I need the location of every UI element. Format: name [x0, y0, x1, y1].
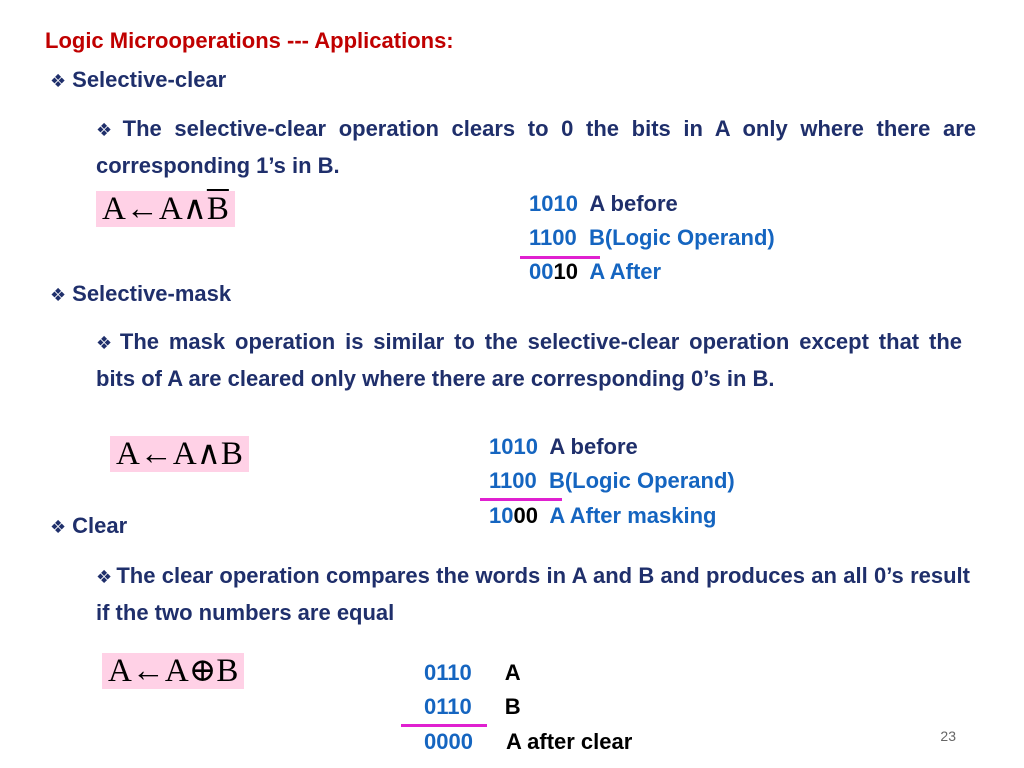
table-row: 1010 A before	[529, 191, 678, 216]
slide-title: Logic Microoperations --- Applications:	[45, 28, 454, 53]
table-row: 0010 A After	[529, 259, 662, 284]
table-row: 0000 A after clear	[424, 729, 633, 754]
diamond-bullet-icon: ❖	[96, 333, 116, 353]
complement-b: $\overline{B}$	[206, 191, 229, 227]
heading-clear: ❖ Clear	[50, 513, 128, 538]
table-row: 1000 A After masking	[489, 503, 717, 528]
description-selective-clear: ❖ The selective-clear operation clears to 0 the bits in A only where there are corresponding 1’s in B.	[96, 116, 976, 178]
formula-clear: A←A⊕B	[102, 653, 244, 689]
table-row: 1100 B(Logic Operand)	[529, 225, 775, 250]
table-row: 0110 B	[424, 694, 521, 719]
diamond-bullet-icon: ❖	[50, 517, 67, 537]
table-row: 1100 B(Logic Operand)	[489, 468, 735, 493]
diamond-bullet-icon: ❖	[96, 567, 113, 587]
formula-selective-clear: $A\leftarrow A\wedge\overline{B}$	[96, 191, 235, 227]
page-number: 23	[940, 728, 956, 744]
heading-selective-clear: ❖ Selective-clear	[50, 67, 227, 92]
diamond-bullet-icon: ❖	[96, 120, 119, 140]
description-selective-mask: ❖ The mask operation is similar to the selective-clear operation except that the bits of A are cleared only where there are corresponding 0’s in B.	[96, 329, 962, 391]
description-clear: ❖ The clear operation compares the words in A and B and produces an all 0’s result if the two numbers are equal	[96, 563, 970, 625]
table-row: 1010 A before	[489, 434, 638, 459]
diamond-bullet-icon: ❖	[50, 285, 67, 305]
table-row: 0110 A	[424, 660, 521, 685]
formula-selective-mask: A←A∧B	[110, 436, 249, 472]
diamond-bullet-icon: ❖	[50, 71, 67, 91]
heading-selective-mask: ❖ Selective-mask	[50, 281, 232, 306]
